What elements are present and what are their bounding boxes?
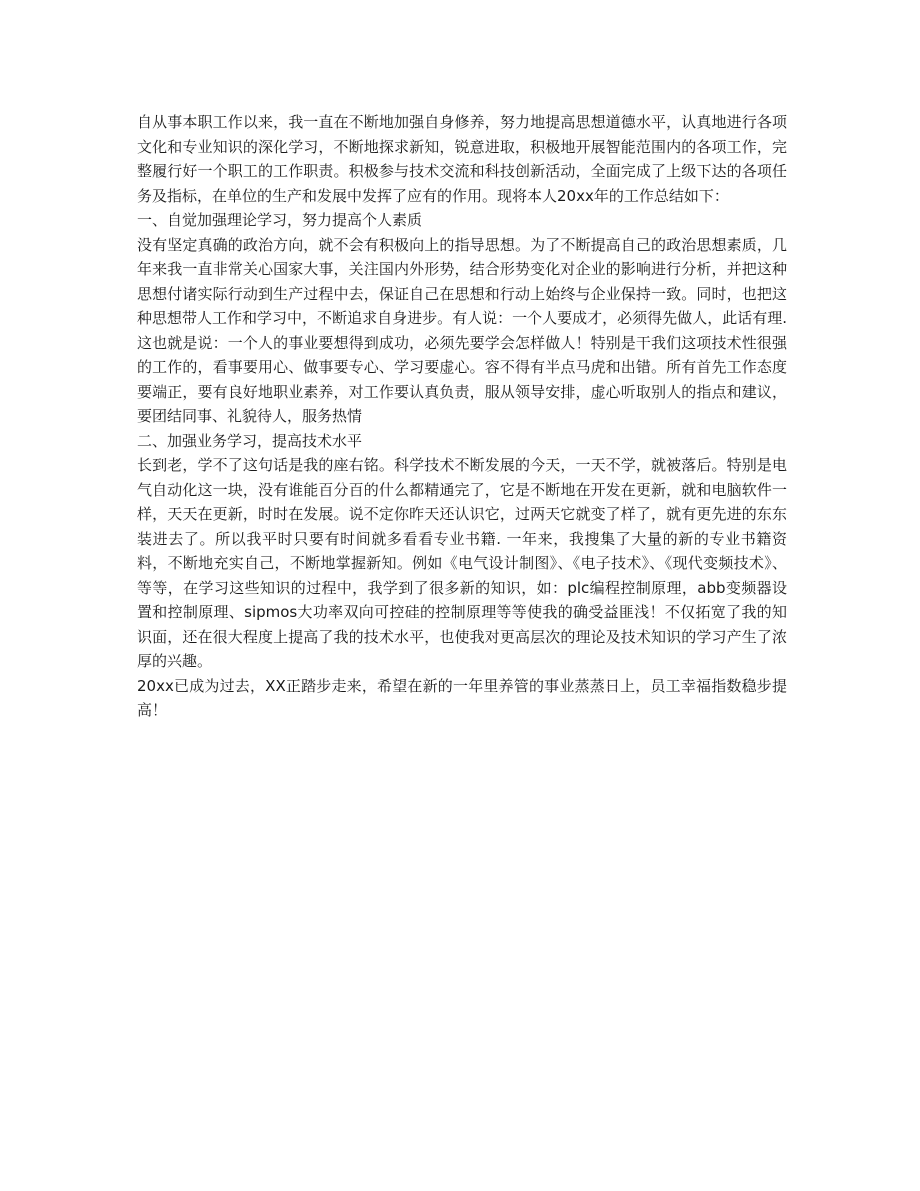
intro-paragraph: 自从事本职工作以来，我一直在不断地加强自身修养，努力地提高思想道德水平，认真地进行各项文化和专业知识的深化学习，不断地探求新知，锐意进取，积极地开展智能范围内的各项工作，完整履行好一个职工的工作职责。积极参与技术交流和科技创新活动，全面完成了上级下达的各项任务及指标，在单位的生产和发展中发挥了应有的作用。现将本人20xx年的工作总结如下：	[137, 113, 787, 205]
section-2-heading: 二、加强业务学习，提高技术水平	[137, 431, 363, 450]
section-2-paragraph: 长到老，学不了这句话是我的座右铭。科学技术不断发展的今天，一天不学，就被落后。特别是电气自动化这一块，没有谁能百分百的什么都精通完了，它是不断地在开发在更新，就和电脑软件一样，天天在更新，时时在发展。说不定你昨天还认识它，过两天它就变了样了，就有更先进的东东装进去了。所以我平时只要有时间就多看看专业书籍. 一年来，我搜集了大量的新的专业书籍资料，不断地充实自己，不断地掌握新知。例如《电气设计制图》、《电子技术》、《现代变频技术》、等等，在学习这些知识的过程中，我学到了很多新的知识，如：plc编程控制原理，abb变频器设置和控制原理、sipmos大功率双向可控硅的控制原理等等使我的确受益匪浅！不仅拓宽了我的知识面，还在很大程度上提高了我的技术水平，也使我对更高层次的理论及技术知识的学习产生了浓厚的兴趣。	[137, 456, 787, 670]
section-1-paragraph: 没有坚定真确的政治方向，就不会有积极向上的指导思想。为了不断提高自己的政治思想素质，几年来我一直非常关心国家大事，关注国内外形势，结合形势变化对企业的影响进行分析，并把这种思想付诸实际行动到生产过程中去，保证自己在思想和行动上始终与企业保持一致。同时，也把这种思想带人工作和学习中，不断追求自身进步。有人说：一个人要成才，必须得先做人，此话有理. 这也就是说：一个人的事业要想得到成功，必须先要学会怎样做人！特别是干我们这项技术性很强的工作的，看事要用心、做事要专心、学习要虚心。容不得有半点马虎和出错。所有首先工作态度要端正，要有良好地职业素养，对工作要认真负责，服从领导安排，虚心听取别人的指点和建议，要团结同事、礼貌待人，服务热情	[137, 235, 787, 425]
document-body	[137, 110, 787, 723]
section-1-heading: 一、自觉加强理论学习，努力提高个人素质	[137, 211, 423, 229]
closing-paragraph: 20xx已成为过去，XX正踏步走来，希望在新的一年里养管的事业蒸蒸日上，员工幸福指数稳步提高！	[137, 676, 787, 719]
